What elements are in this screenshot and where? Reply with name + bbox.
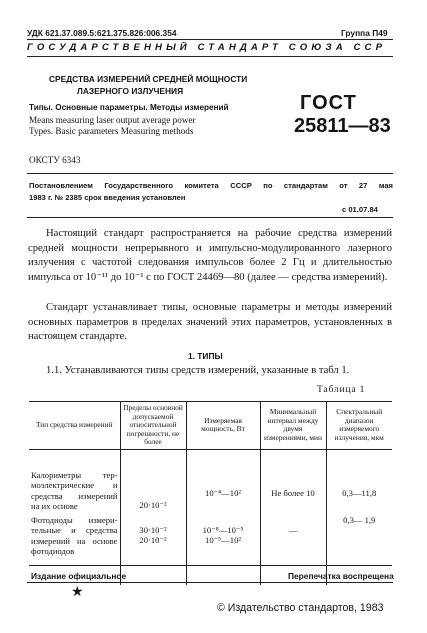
banner-rule-bottom bbox=[27, 56, 393, 57]
spectral-value: 0,3—11,8 bbox=[342, 487, 377, 498]
decree-line1: Постановлением Государственного комитета СССР по стандартам от 27 мая bbox=[29, 181, 393, 190]
spectral-value: 0,3— 1,9 bbox=[343, 514, 376, 525]
effective-date: с 01.07.84 bbox=[342, 205, 378, 214]
type-line: моэлектрические и bbox=[31, 480, 118, 491]
header-type: Тип средства измерений bbox=[29, 402, 120, 450]
paragraph-purpose: Стандарт устанавливает типы, основные параметры и методы измерений основных параметров в пределах значений этих параметров, установленных в настоящем стандарте. bbox=[28, 302, 392, 343]
header-error: Пределы основной допускаемой относительной погрешности, не более bbox=[120, 402, 186, 450]
official-edition: Издание официальное bbox=[31, 571, 127, 581]
error-value: 20·10⁻² bbox=[139, 535, 167, 546]
publisher-copyright: © Издательство стандартов, 1983 bbox=[217, 602, 384, 614]
interval-value: — bbox=[288, 524, 298, 535]
type-line: фотодиодов bbox=[31, 546, 75, 557]
error-value: 30·10⁻² bbox=[139, 524, 167, 535]
header-power: Измеряемая мощность, Вт bbox=[186, 402, 260, 450]
footer-rule bbox=[27, 582, 393, 583]
title-ru-subtitle: Типы. Основные параметры. Методы измерений bbox=[29, 103, 229, 112]
title-ru-line1: СРЕДСТВА ИЗМЕРЕНИЙ СРЕДНЕЙ МОЩНОСТИ bbox=[49, 74, 248, 84]
decree-line2: 1983 г. № 2385 срок введения установлен bbox=[29, 193, 186, 202]
table-row bbox=[29, 449, 392, 512]
header-interval: Минимальный интервал между двумя измерениями, мин bbox=[260, 402, 326, 450]
power-value: 10⁻⁸—10⁻⁵ bbox=[202, 524, 244, 535]
table-measurement-types bbox=[29, 401, 392, 585]
paragraph-scope: Настоящий стандарт распространяется на рабочие средства измерений средней мощности непрерывного и импульсно-модулированного лазерного излучения с частотой следования импульсов более 2 Гц и длительностью импульса от 10⁻¹¹ до 10⁻¹ с по ГОСТ 24469—80 (далее — средства измерений). bbox=[28, 228, 392, 283]
gost-label: ГОСТ bbox=[300, 92, 357, 114]
section-title: 1. ТИПЫ bbox=[188, 351, 223, 361]
header-spectral: Спектральный диапазон измеряемого излучения, мкм bbox=[326, 402, 392, 450]
type-line: на их основе bbox=[31, 501, 78, 512]
group-code: Группа П49 bbox=[341, 28, 388, 38]
banner-rule-top bbox=[27, 39, 393, 40]
udk-code: УДК 621.37.089.5:621.375.826:006.354 bbox=[27, 28, 177, 38]
type-line: Фотодиоды измери- bbox=[31, 514, 118, 525]
standard-banner: ГОСУДАРСТВЕННЫЙ СТАНДАРТ СОЮЗА ССР bbox=[27, 42, 387, 53]
table-bottom-rule bbox=[29, 565, 392, 566]
type-line: тельные и средства bbox=[31, 525, 118, 536]
type-line: измерений на основе bbox=[31, 535, 118, 546]
okstu-code: ОКСТУ 6343 bbox=[29, 155, 81, 165]
type-line: Калориметры тер- bbox=[31, 469, 118, 480]
title-separator bbox=[27, 173, 393, 174]
star-icon: ★ bbox=[71, 585, 84, 600]
power-value: 10⁻⁵—10² bbox=[205, 535, 241, 546]
gost-number: 25811—83 bbox=[294, 115, 391, 137]
type-line: средства измерений bbox=[31, 490, 118, 501]
clause-1-1: 1.1. Устанавливаются типы средств измерений, указанные в табл 1. bbox=[46, 365, 350, 376]
decree-rule bbox=[27, 217, 393, 218]
title-en-line2: Types. Basic parameters Measuring methods bbox=[29, 126, 194, 136]
error-value: 20·10⁻² bbox=[139, 499, 167, 510]
table-caption: Таблица 1 bbox=[317, 384, 366, 395]
reprint-prohibited: Перепечатка воспрещена bbox=[288, 571, 394, 581]
interval-value: Не более 10 bbox=[271, 487, 315, 498]
title-en-line1: Means measuring laser output average power bbox=[29, 115, 196, 125]
power-value: 10⁻⁴—10² bbox=[205, 487, 241, 498]
title-ru-line2: ЛАЗЕРНОГО ИЗЛУЧЕНИЯ bbox=[77, 86, 184, 96]
